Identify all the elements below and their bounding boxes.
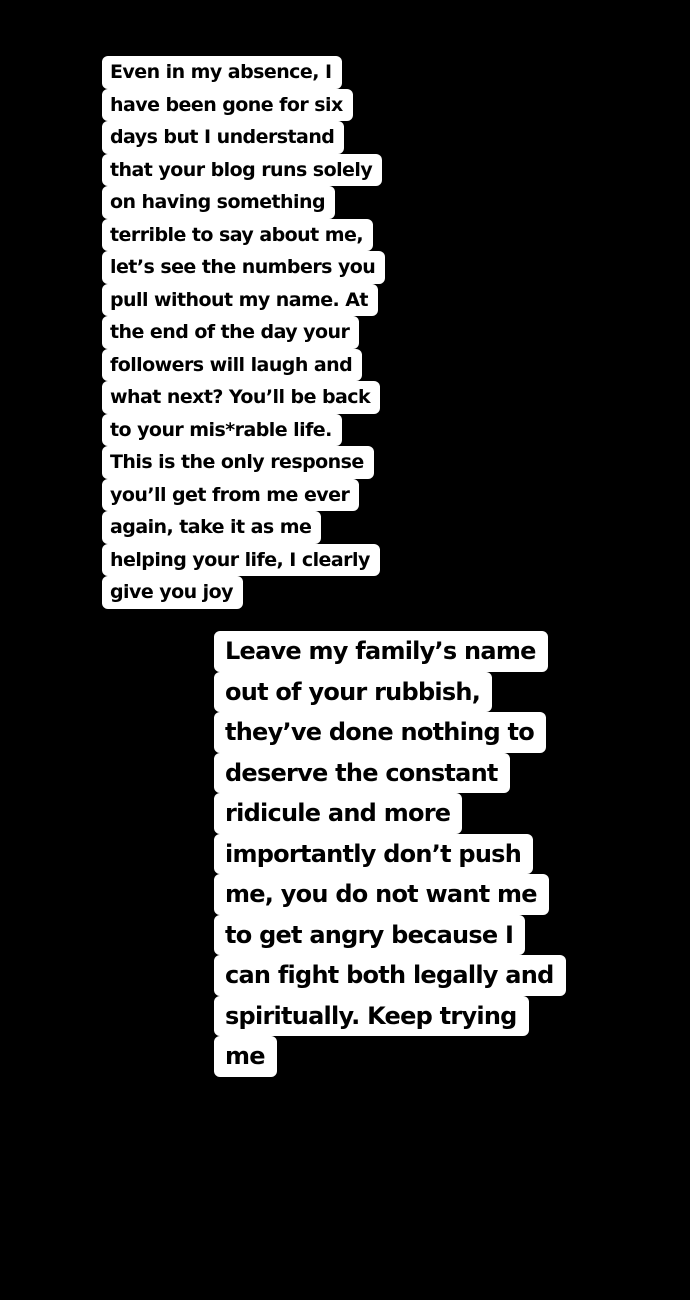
story-text-line: they’ve done nothing to — [214, 712, 546, 753]
story-text-line: terrible to say about me, — [102, 219, 373, 252]
story-text-block-2 — [214, 631, 566, 1077]
story-text-line: have been gone for six — [102, 89, 353, 122]
story-text-line: Leave my family’s name — [214, 631, 548, 672]
story-text-line: again, take it as me — [102, 511, 321, 544]
story-text-line: deserve the constant — [214, 753, 510, 794]
story-text-line: that your blog runs solely — [102, 154, 382, 187]
story-text-line: let’s see the numbers you — [102, 251, 385, 284]
story-text-line: give you joy — [102, 576, 243, 609]
story-text-line: to your mis*rable life. — [102, 414, 342, 447]
story-text-line: spiritually. Keep trying — [214, 996, 529, 1037]
story-text-line: helping your life, I clearly — [102, 544, 380, 577]
story-text-line: on having something — [102, 186, 335, 219]
story-text-line: me — [214, 1036, 277, 1077]
story-text-line: pull without my name. At — [102, 284, 378, 317]
story-text-block-1 — [102, 56, 385, 609]
story-text-line: days but I understand — [102, 121, 344, 154]
story-text-line: followers will laugh and — [102, 349, 362, 382]
story-text-line: Even in my absence, I — [102, 56, 342, 89]
story-text-line: can fight both legally and — [214, 955, 566, 996]
story-text-line: you’ll get from me ever — [102, 479, 359, 512]
story-text-line: importantly don’t push — [214, 834, 533, 875]
story-text-line: This is the only response — [102, 446, 374, 479]
story-text-line: the end of the day your — [102, 316, 359, 349]
story-text-line: me, you do not want me — [214, 874, 549, 915]
story-text-line: ridicule and more — [214, 793, 462, 834]
story-text-line: what next? You’ll be back — [102, 381, 380, 414]
story-text-line: out of your rubbish, — [214, 672, 492, 713]
story-text-line: to get angry because I — [214, 915, 525, 956]
